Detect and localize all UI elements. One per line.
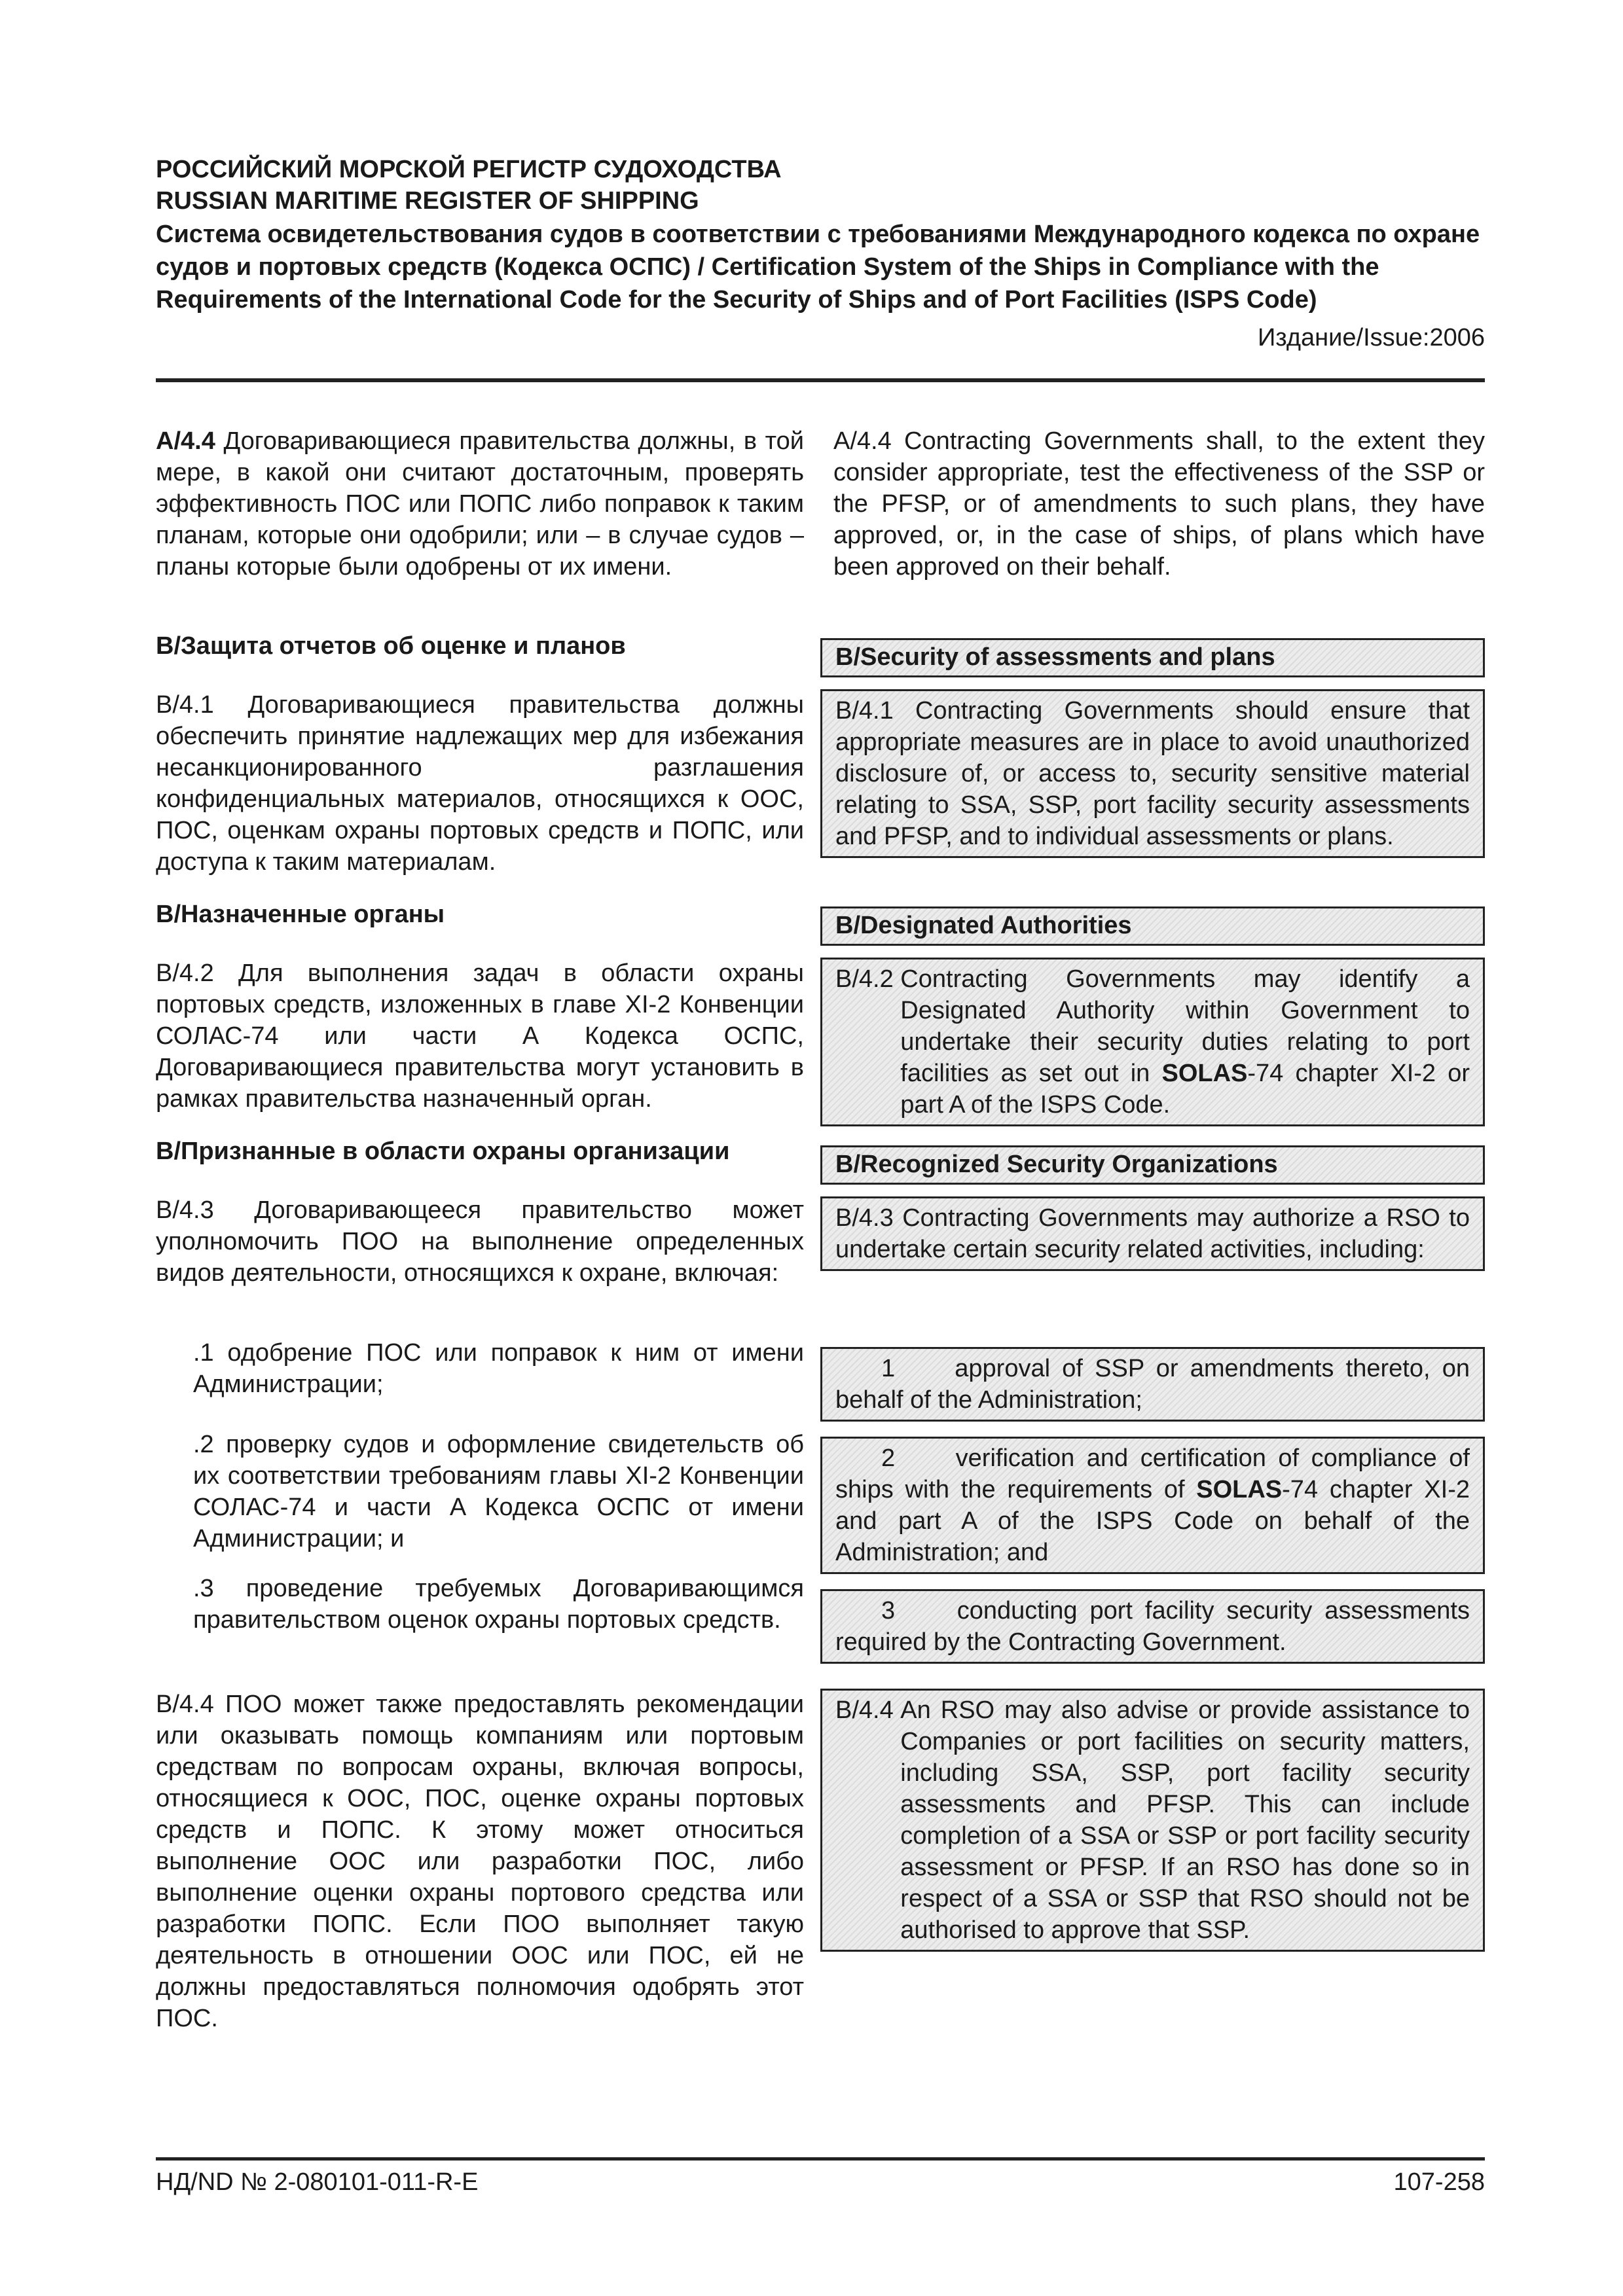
- en-heading-recognized: B/Recognized Security Organizations: [820, 1145, 1485, 1185]
- ru-heading-protection: В/Защита отчетов об оценке и планов: [156, 632, 626, 660]
- ru-b44: В/4.4 ПОО может также предоставлять рекомендации или оказывать помощь компаниям или портовым средствам по вопросам охраны, включая вопросы, относящиеся к ООС, ПОС, оценке охраны портовых средств и ПОПС. К этому может относиться выполнение ООС или разработки ПОС, либо выполнение оценки охраны портового средства или разработки ПОПС. Если ПОО выполняет такую деятельность в отношении ООС или ПОС, ей не должны предоставляться полномочия одобрять этот ПОС.: [156, 1691, 804, 2032]
- en-b42-text-b: -74 chapter XI-2 or part A of the ISPS Code.: [900, 1060, 1470, 1119]
- en-heading-designated: B/Designated Authorities: [820, 906, 1485, 946]
- en-b44-box: [820, 1689, 1485, 1952]
- en-b42-box: [820, 958, 1485, 1126]
- ru-b41: В/4.1 Договаривающиеся правительства должны обеспечить принятие надлежащих мер для избежания несанкционированного разглашения конфиденциальных материалов, относящихся к ООС, ПОС, оценкам охраны портовых средств и ПОПС, или доступа к таким материалам.: [156, 691, 804, 876]
- en-item-3-text: conducting port facility security assessments required by the Contracting Government.: [835, 1597, 1470, 1656]
- en-item-2-num: 2: [881, 1444, 896, 1472]
- ru-b43: В/4.3 Договаривающееся правительство может уполномочить ПОО на выполнение определенных видов деятельности, относящихся к охране, включая:: [156, 1196, 804, 1287]
- ru-a44-label: А/4.4: [156, 427, 215, 455]
- org-name-ru: РОССИЙСКИЙ МОРСКОЙ РЕГИСТР СУДОХОДСТВА: [156, 156, 782, 183]
- en-item-1-text: approval of SSP or amendments thereto, on behalf of the Administration;: [835, 1355, 1470, 1414]
- en-item-3-box: [820, 1589, 1485, 1664]
- en-item-2-text-b: -74 chapter XI-2 and part A of the ISPS Code on behalf of the Administration; and: [835, 1476, 1470, 1566]
- en-b41: B/4.1 Contracting Governments should ensure that appropriate measures are in place to avoid unauthorized disclosure of, or access to, security sensitive material relating to SSA, SSP, port facility security assessments and PFSP, and to individual assessments or plans.: [820, 689, 1485, 858]
- ru-item-3: .3 проведение требуемых Договаривающимся правительством оценок охраны портовых средств.: [193, 1575, 804, 1634]
- en-heading-security-box: [820, 638, 1485, 677]
- en-item-2: [820, 1437, 1485, 1574]
- en-b44-lead: B/4.4: [835, 1696, 901, 1724]
- issue-label: Издание/Issue:2006: [1257, 324, 1485, 351]
- ru-item-1: .1 одобрение ПОС или поправок к ним от имени Администрации;: [193, 1339, 804, 1398]
- en-item-1-num: 1: [881, 1355, 896, 1382]
- header-rule: [156, 378, 1485, 382]
- ru-b42: В/4.2 Для выполнения задач в области охраны портовых средств, изложенных в главе XI-2 Конвенции СОЛАС-74 или части А Кодекса ОСПС, Договаривающиеся правительства могут установить в рамках правительства назначенный орган.: [156, 960, 804, 1113]
- en-item-1-box: [820, 1347, 1485, 1422]
- en-b43: B/4.3 Contracting Governments may authorize a RSO to undertake certain security related activities, including:: [820, 1196, 1485, 1271]
- page-number: 107-258: [1393, 2168, 1485, 2196]
- ru-heading-designated: В/Назначенные органы: [156, 901, 445, 928]
- page-header: [156, 154, 1485, 354]
- en-item-3: [820, 1589, 1485, 1664]
- org-name-en: RUSSIAN MARITIME REGISTER OF SHIPPING: [156, 187, 699, 215]
- en-item-1: [820, 1347, 1485, 1422]
- doc-number: НД/ND № 2-080101-011-R-E: [156, 2168, 479, 2196]
- en-b44: [820, 1689, 1485, 1952]
- ru-a44: [156, 425, 804, 583]
- en-b42-solas: SOLAS: [1161, 1060, 1248, 1087]
- en-b41-box: [820, 689, 1485, 858]
- en-b42: [820, 958, 1485, 1126]
- en-item-2-text-a: verification and certification of compliance of ships with the requirements of: [835, 1444, 1470, 1503]
- en-b42-text-a: Contracting Governments may identify a Designated Authority within Government to undertake their security duties relating to port facilities as set out in: [900, 965, 1470, 1087]
- en-heading-security: B/Security of assessments and plans: [820, 638, 1485, 677]
- en-b43-box: [820, 1196, 1485, 1271]
- en-a44: A/4.4 Contracting Governments shall, to the extent they consider appropriate, test the effectiveness of the SSP or the PFSP, or of amendments to such plans, they have approved, or, in the case of ships, of plans which have been approved on their behalf.: [833, 427, 1485, 581]
- ru-item-2: .2 проверку судов и оформление свидетельств об их соответствии требованиям главы XI-2 Конвенции СОЛАС-74 и части А Кодекса ОСПС от имени Администрации; и: [193, 1431, 804, 1552]
- en-item-3-num: 3: [881, 1597, 896, 1624]
- en-heading-designated-box: [820, 906, 1485, 946]
- footer-rule: [156, 2157, 1485, 2161]
- ru-heading-recognized: В/Признанные в области охраны организации: [156, 1138, 730, 1165]
- en-item-2-box: [820, 1437, 1485, 1574]
- en-b42-lead: B/4.2: [835, 965, 901, 993]
- en-b44-text: An RSO may also advise or provide assistance to Companies or port facilities on security matters, including SSA, SSP, port facility security assessments and PFSP. This can include completion of a SSA or SSP or port facility security assessment or PFSP. If an RSO has done so in respect of a SSA or SSP that RSO should not be authorised to approve that SSP.: [900, 1696, 1470, 1944]
- ru-a44-text: Договаривающиеся правительства должны, в той мере, в какой они считают достаточным, проверять эффективность ПОС или ПОПС либо поправок к таким планам, которые они одобрили; или – в случае судов – планы которые были одобрены от их имени.: [156, 427, 804, 581]
- system-title: Система освидетельствования судов в соответствии с требованиями Международного кодекса по охране судов и портовых средств (Кодекса ОСПС) / Certification System of the Ships in Compliance with the Requirements of the International Code for the Security of Ships and of Port Facilities (ISPS Code): [156, 221, 1480, 314]
- en-item-2-solas: SOLAS: [1196, 1476, 1283, 1503]
- en-heading-recognized-box: [820, 1145, 1485, 1185]
